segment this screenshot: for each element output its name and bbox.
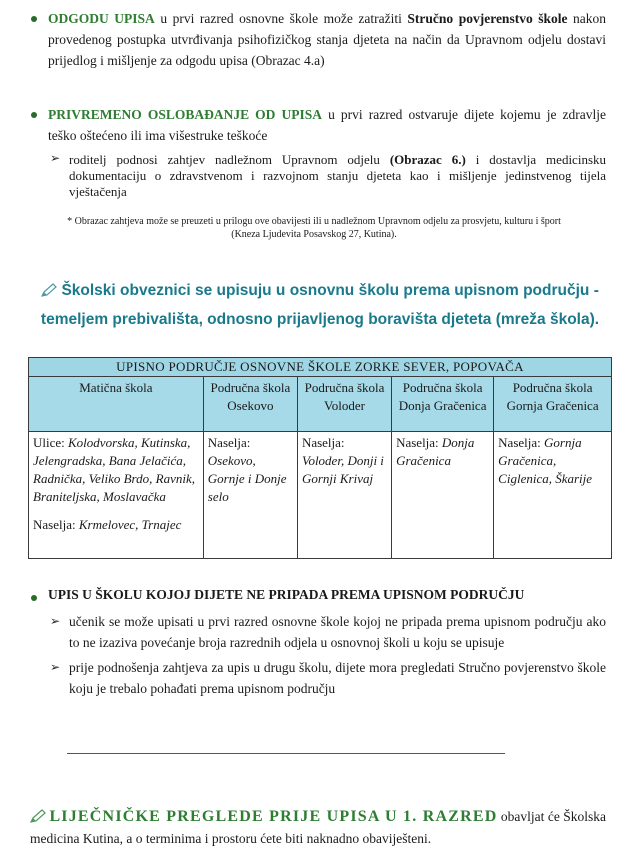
value-osekovo: Osekovo, Gornje i Donje selo — [207, 453, 287, 504]
cell-voloder — [297, 432, 391, 559]
pencil-icon — [30, 809, 49, 824]
bullet-oslobadjanje — [31, 112, 37, 118]
table-title: UPISNO PODRUČJE OSNOVNE ŠKOLE ZORKE SEVER, POPOVAČA — [29, 358, 612, 377]
label-gornja: Naselja: — [498, 435, 545, 450]
footnote — [14, 215, 614, 241]
arrow-bullet-icon: ➢ — [50, 614, 61, 628]
oslobadjanje-paragraph — [48, 104, 606, 146]
header-maticna: Matična škola — [29, 377, 204, 432]
oslobadjanje-title: PRIVREMENO OSLOBAĐANJE OD UPISA — [48, 107, 322, 122]
upisno-podrucje-table — [28, 357, 612, 559]
upis-druga-item-2: prije podnošenja zahtjeva za upis u drugu školu, dijete mora pregledati Stručno povjerenstvo škole koju je trebalo pohađati prema upisnom području — [69, 660, 606, 696]
cell-donja-gracenica — [392, 432, 494, 559]
oslobadjanje-text-1: u prvi razred ostvaruje dijete kojemu je zdravlje teško oštećeno ili ima višestruke teškoće — [48, 107, 606, 143]
label-osekovo: Naselja: — [207, 435, 251, 450]
label-donja: Naselja: — [396, 435, 442, 450]
cell-maticna — [29, 432, 204, 559]
arrow-bullet-icon: ➢ — [50, 151, 61, 165]
odgoda-bold-1: Stručno povjerenstvo škole — [407, 11, 568, 26]
value-naselja: Krmelovec, Trnajec — [78, 517, 182, 532]
table-header-row — [29, 377, 612, 432]
odgoda-paragraph — [48, 8, 606, 71]
footnote-line-2: (Kneza Ljudevita Posavskog 27, Kutina). — [231, 229, 397, 240]
header-osekovo: Područna škola Osekovo — [203, 377, 297, 432]
label-ulice: Ulice: — [33, 435, 69, 450]
odgoda-text-1: u prvi razred osnovne škole može zatražiti — [154, 11, 408, 26]
footnote-line-1: * Obrazac zahtjeva može se preuzeti u prilogu ove obavijesti ili u nadležnom Upravnom odjelu za prosvjetu, kulturu i šport — [67, 216, 561, 227]
obveznici-line-1: Školski obveznici se upisuju u osnovnu školu prema upisnom području - — [61, 282, 599, 299]
odgoda-text-2: nakon provedenog postupka utvrđivanja psihofizičkog stanja djeteta na način da Upravnom odjelu dostavi prijedlog i mišljenje za odgodu upisa (Obrazac 4.a) — [48, 11, 607, 68]
lijecnicki-text: obavljat će Školska medicina Kutina, a o terminima i prostoru ćete biti naknadno obaviješteni. — [30, 809, 606, 846]
odgoda-title: ODGODU UPISA — [48, 11, 155, 26]
sub-bold: (Obrazac 6.) — [389, 152, 466, 167]
header-gornja-gracenica: Područna škola Gornja Gračenica — [494, 377, 612, 432]
bullet-odgoda — [31, 16, 37, 22]
value-donja: Donja Gračenica — [396, 435, 475, 468]
value-voloder: Voloder, Donji i Gornji Krivaj — [301, 453, 384, 486]
oslobadjanje-subitem — [69, 152, 606, 200]
separator-line — [67, 753, 505, 754]
header-voloder: Područna škola Voloder — [297, 377, 391, 432]
upis-druga-item-1: učenik se može upisati u prvi razred osnovne škole kojoj ne pripada prema upisnom području ako to ne izaziva povećanje broja razrednih odjela u osnovnoj školi u koju se upisuje — [69, 614, 606, 650]
sub-text-1: roditelj podnosi zahtjev nadležnom Upravnom odjelu — [69, 152, 390, 167]
label-voloder: Naselja: — [301, 435, 345, 450]
obveznici-headline — [30, 276, 610, 334]
pencil-icon — [41, 282, 61, 299]
arrow-bullet-icon: ➢ — [50, 660, 61, 674]
header-donja-gracenica: Područna škola Donja Gračenica — [392, 377, 494, 432]
cell-osekovo — [203, 432, 297, 559]
table-row — [29, 432, 612, 559]
bullet-upis-druga — [31, 595, 37, 601]
lijecnicki-title: LIJEČNIČKE PREGLEDE PRIJE UPISA U 1. RAZRED — [49, 808, 498, 825]
sub-text-2: i dostavlja medicinsku dokumentaciju o zdravstvenom i razvojnom stanju djeteta kao i mišljenje jedinstvenog tijela vještačenja — [69, 152, 606, 199]
obveznici-line-2: temeljem prebivališta, odnosno prijavljenog boravišta djeteta (mreža škola). — [40, 311, 600, 328]
label-naselja: Naselja: — [33, 517, 79, 532]
upis-druga-title: UPIS U ŠKOLU KOJOJ DIJETE NE PRIPADA PREMA UPISNOM PODRUČJU — [48, 587, 525, 602]
value-gornja: Gornja Gračenica, Ciglenica, Škarije — [498, 435, 593, 486]
cell-gornja-gracenica — [494, 432, 612, 559]
lijecnicki-paragraph — [30, 806, 606, 850]
value-ulice: Kolodvorska, Kutinska, Jelengradska, Bana Jelačića, Radnička, Veliko Brdo, Ravnik, Braniteljska, Moslavačka — [33, 435, 195, 504]
